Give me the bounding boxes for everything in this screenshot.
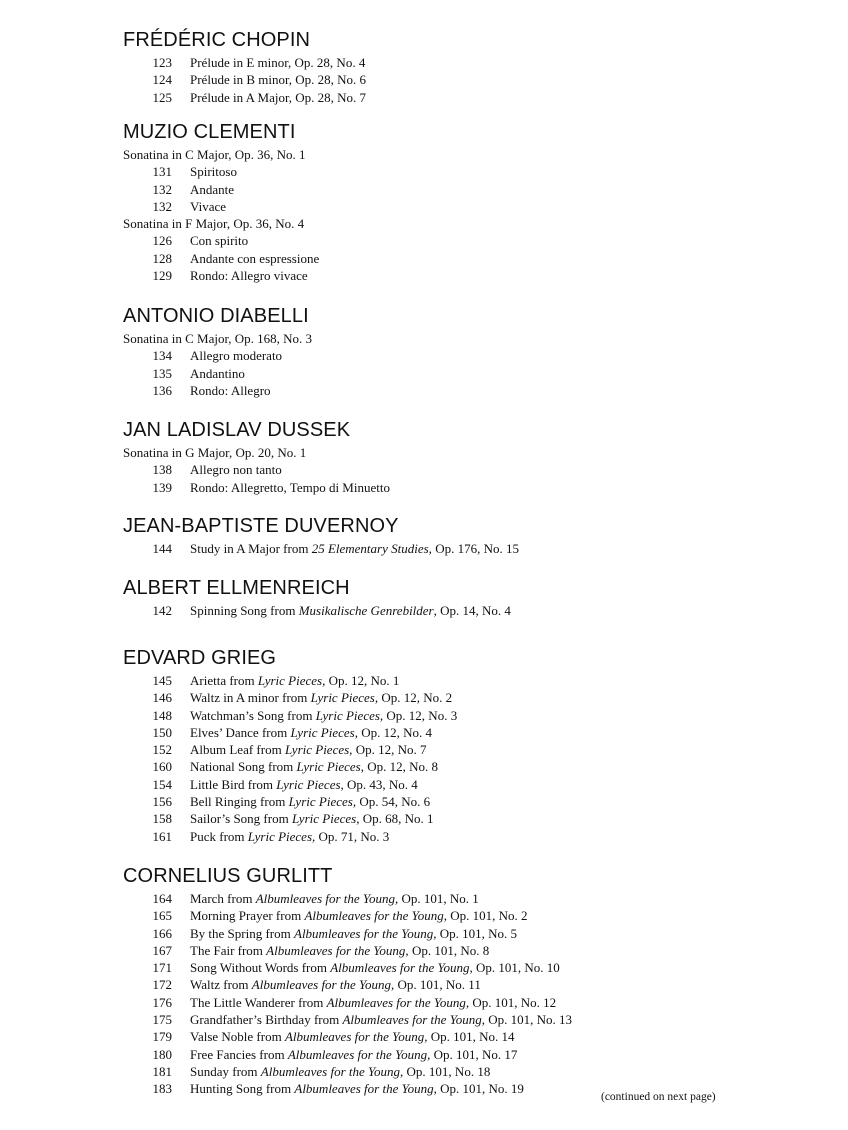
collection-title: Lyric Pieces,	[290, 724, 358, 740]
composer-heading: ANTONIO DIABELLI	[123, 305, 309, 327]
piece-title	[190, 89, 366, 106]
collection-title: Musikalische Genrebilder	[298, 603, 434, 618]
piece-title-text: The Fair from	[190, 942, 267, 958]
piece-title-text: Prélude in B minor, Op. 28, No. 6	[190, 72, 367, 88]
sonatina-heading: Sonatina in C Major, Op. 168, No. 3	[123, 331, 313, 346]
piece-title	[190, 925, 517, 942]
composer-heading: JAN LADISLAV DUSSEK	[123, 419, 351, 441]
page-number: 164	[152, 891, 172, 906]
page-number: 129	[152, 268, 172, 284]
collection-title: Albumleaves for the Young,	[255, 891, 399, 906]
opus-number: Op. 12, No. 1	[325, 673, 400, 688]
composer-heading: ALBERT ELLMENREICH	[123, 577, 350, 599]
page-number: 138	[152, 462, 172, 478]
piece-title-text: Rondo: Allegretto, Tempo di Minuetto	[190, 479, 390, 495]
list-item	[123, 250, 743, 267]
piece-title	[190, 1011, 572, 1028]
piece-title	[190, 163, 237, 180]
page-number: 135	[152, 365, 172, 381]
page-number: 139	[152, 479, 172, 495]
composer-heading: FRÉDÉRIC CHOPIN	[123, 29, 311, 51]
opus-number: Op. 101, No. 8	[408, 942, 490, 958]
opus-number: Op. 12, No. 7	[352, 742, 427, 758]
piece-title-text: By the Spring from	[190, 925, 294, 941]
list-item	[123, 741, 743, 758]
list-item	[123, 382, 743, 399]
page-number: 175	[152, 1012, 172, 1028]
list-item	[123, 707, 743, 724]
list-item	[123, 163, 743, 180]
page-number: 148	[152, 707, 172, 723]
collection-title: Lyric Pieces,	[291, 811, 360, 827]
piece-title	[190, 71, 366, 88]
composer-section-clementi	[123, 120, 743, 284]
opus-number: Op. 101, No. 13	[484, 1012, 573, 1028]
collection-title: Albumleaves for the Young,	[266, 942, 409, 958]
page-number: 181	[152, 1063, 172, 1079]
piece-title-text: Prélude in A Major, Op. 28, No. 7	[190, 89, 367, 105]
collection-title: Albumleaves for the Young,	[284, 1029, 428, 1045]
collection-title: Albumleaves for the Young,	[342, 1012, 485, 1028]
piece-title	[190, 976, 481, 993]
list-item	[123, 1028, 743, 1045]
sonatina-heading: Sonatina in G Major, Op. 20, No. 1	[123, 445, 307, 460]
piece-title-text: The Little Wanderer from	[190, 994, 327, 1010]
opus-number: Op. 101, No. 14	[427, 1029, 515, 1045]
list-item	[123, 461, 743, 478]
continued-note: (continued on next page)	[601, 1091, 716, 1103]
list-item	[123, 347, 743, 364]
list-item	[123, 793, 743, 810]
sonatina-heading: Sonatina in C Major, Op. 36, No. 1	[123, 147, 306, 162]
page-number: 154	[152, 776, 172, 792]
piece-title-text: National Song from	[190, 759, 297, 775]
page-number: 134	[152, 348, 172, 364]
page-number: 142	[152, 603, 172, 618]
piece-title	[190, 724, 432, 741]
composer-heading: EDVARD GRIEG	[123, 647, 277, 669]
piece-title	[190, 942, 489, 959]
piece-title	[190, 181, 234, 198]
page-number: 176	[152, 994, 172, 1010]
piece-title	[190, 267, 308, 284]
piece-title	[190, 741, 426, 758]
piece-title-text: Grandfather’s Birthday from	[190, 1012, 343, 1028]
list-item	[123, 942, 743, 959]
list-item	[123, 71, 743, 88]
opus-number: Op. 101, No. 17	[430, 1046, 518, 1062]
list-item	[123, 1011, 743, 1028]
opus-number: Op. 101, No. 2	[446, 908, 528, 924]
opus-number: Op. 101, No. 11	[394, 977, 481, 993]
opus-number: Op. 101, No. 10	[472, 960, 560, 976]
list-item	[123, 776, 743, 793]
piece-title-text: Study in A Major from	[190, 541, 312, 556]
opus-number: Op. 43, No. 4	[343, 776, 418, 792]
collection-title: Lyric Pieces,	[276, 776, 344, 792]
piece-title-text: March from	[190, 891, 256, 906]
piece-title	[190, 198, 226, 215]
list-item	[123, 976, 743, 993]
opus-number: , Op. 14, No. 4	[433, 603, 511, 618]
page-number: 125	[152, 89, 172, 105]
piece-title	[190, 54, 365, 71]
piece-title	[190, 250, 319, 267]
piece-title-text: Rondo: Allegro	[190, 382, 271, 398]
piece-title	[190, 672, 399, 689]
piece-title-text: Song Without Words from	[190, 960, 331, 976]
list-item	[123, 89, 743, 106]
page-number: 145	[152, 673, 172, 688]
piece-title-text: Watchman’s Song from	[190, 707, 316, 723]
page-number: 180	[152, 1046, 172, 1062]
piece-list	[123, 444, 743, 496]
page-number: 131	[152, 164, 172, 180]
page-number: 165	[152, 908, 172, 924]
collection-title: Lyric Pieces,	[288, 794, 357, 810]
composer-heading: MUZIO CLEMENTI	[123, 121, 296, 143]
piece-list	[123, 890, 743, 1098]
page-number: 152	[152, 742, 172, 758]
list-item	[123, 181, 743, 198]
list-item	[123, 540, 743, 557]
opus-number: Op. 12, No. 3	[383, 707, 458, 723]
piece-title-text: Bell Ringing from	[190, 794, 289, 810]
piece-title	[190, 758, 438, 775]
page-number: 156	[152, 794, 172, 810]
list-item	[123, 1063, 743, 1080]
piece-title	[190, 828, 389, 845]
list-item	[123, 994, 743, 1011]
composer-section-grieg	[123, 646, 743, 845]
page-number: 128	[152, 250, 172, 266]
opus-number: Op. 101, No. 18	[403, 1063, 491, 1079]
collection-title: Albumleaves for the Young,	[304, 908, 447, 924]
list-item	[123, 959, 743, 976]
collection-title: Lyric Pieces,	[247, 828, 316, 844]
collection-title: Albumleaves for the Young,	[326, 994, 470, 1010]
piece-list	[123, 602, 743, 619]
piece-title-text: Rondo: Allegro vivace	[190, 268, 308, 284]
list-item	[123, 1046, 743, 1063]
piece-title-text: Spiritoso	[190, 164, 237, 180]
page-number: 146	[152, 690, 172, 706]
collection-title: Lyric Pieces,	[315, 707, 384, 723]
list-item	[123, 907, 743, 924]
page-number: 126	[152, 233, 172, 249]
opus-number: Op. 12, No. 8	[364, 759, 439, 775]
piece-title-text: Andantino	[190, 365, 245, 381]
piece-title	[190, 707, 457, 724]
list-item	[123, 198, 743, 215]
piece-title	[190, 890, 479, 907]
piece-title	[190, 1063, 490, 1080]
list-item	[123, 479, 743, 496]
list-item	[123, 890, 743, 907]
piece-title-text: Hunting Song from	[190, 1081, 295, 1097]
piece-title-text: Waltz in A minor from	[190, 690, 311, 706]
list-item	[123, 232, 743, 249]
piece-title	[190, 1080, 524, 1097]
collection-title: Albumleaves for the Young,	[294, 925, 437, 941]
list-item	[123, 267, 743, 284]
collection-title: Albumleaves for the Young,	[330, 960, 473, 976]
page-number: 132	[152, 198, 172, 214]
piece-title-text: Spinning Song from	[190, 603, 299, 618]
page-number: 158	[152, 811, 172, 827]
opus-number: Op. 71, No. 3	[315, 828, 390, 844]
piece-title	[190, 1028, 515, 1045]
collection-title: Lyric Pieces,	[257, 673, 326, 688]
piece-title-text: Vivace	[190, 198, 227, 214]
piece-title-text: Arietta from	[190, 673, 258, 688]
opus-number: Op. 101, No. 1	[398, 891, 479, 906]
list-item	[123, 724, 743, 741]
piece-title	[190, 365, 245, 382]
composer-section-diabelli	[123, 304, 743, 399]
list-item	[123, 54, 743, 71]
composer-heading: JEAN-BAPTISTE DUVERNOY	[123, 515, 399, 537]
piece-title	[190, 382, 271, 399]
piece-list	[123, 672, 743, 845]
piece-title	[190, 793, 430, 810]
page-number: 123	[152, 55, 172, 70]
list-item	[123, 365, 743, 382]
list-item	[123, 758, 743, 775]
collection-title: 25 Elementary Studies,	[311, 541, 432, 556]
page-number: 132	[152, 181, 172, 197]
piece-list	[123, 540, 743, 557]
page-number: 150	[152, 724, 172, 740]
piece-title	[190, 479, 390, 496]
piece-title-text: Sunday from	[190, 1063, 261, 1079]
opus-number: Op. 68, No. 1	[359, 811, 434, 827]
piece-title-text: Puck from	[190, 828, 248, 844]
page-number: 124	[152, 72, 172, 88]
collection-title: Albumleaves for the Young,	[287, 1046, 431, 1062]
piece-title	[190, 232, 248, 249]
piece-title-text: Prélude in E minor, Op. 28, No. 4	[190, 55, 366, 70]
page-number: 171	[152, 960, 172, 976]
sonatina-heading: Sonatina in F Major, Op. 36, No. 4	[123, 216, 305, 232]
piece-title	[190, 461, 282, 478]
piece-title	[190, 540, 519, 557]
piece-title-text: Free Fancies from	[190, 1046, 288, 1062]
piece-list	[123, 330, 743, 399]
page-number: 172	[152, 977, 172, 993]
collection-title: Lyric Pieces,	[310, 690, 379, 706]
opus-number: Op. 12, No. 2	[378, 690, 453, 706]
opus-number: Op. 101, No. 12	[469, 994, 557, 1010]
composer-section-dussek	[123, 418, 743, 496]
opus-number: Op. 54, No. 6	[356, 794, 431, 810]
piece-title	[190, 1046, 517, 1063]
composer-section-ellmenreich	[123, 576, 743, 619]
opus-number: Op. 12, No. 4	[357, 724, 432, 740]
piece-title-text: Allegro moderato	[190, 348, 283, 364]
page-number: 160	[152, 759, 172, 775]
piece-title-text: Allegro non tanto	[190, 462, 282, 478]
piece-title	[190, 994, 556, 1011]
list-item	[123, 689, 743, 706]
list-item	[123, 925, 743, 942]
list-item	[123, 810, 743, 827]
composer-section-duvernoy	[123, 514, 743, 557]
composer-section-gurlitt	[123, 864, 743, 1098]
page-number: 136	[152, 382, 172, 398]
collection-title: Albumleaves for the Young,	[294, 1081, 437, 1097]
opus-number: Op. 101, No. 19	[436, 1081, 524, 1097]
page-number: 183	[152, 1081, 172, 1097]
page-number: 161	[152, 828, 172, 844]
page-number: 179	[152, 1029, 172, 1045]
opus-number: Op. 101, No. 5	[436, 925, 518, 941]
piece-title-text: Sailor’s Song from	[190, 811, 292, 827]
piece-title	[190, 810, 433, 827]
list-item	[123, 828, 743, 845]
collection-title: Albumleaves for the Young,	[251, 977, 395, 993]
list-item	[123, 602, 743, 619]
list-item	[123, 672, 743, 689]
collection-title: Albumleaves for the Young,	[260, 1063, 404, 1079]
piece-title	[190, 689, 452, 706]
opus-number: Op. 176, No. 15	[431, 541, 519, 556]
composer-heading: CORNELIUS GURLITT	[123, 865, 333, 887]
piece-title	[190, 602, 511, 619]
composer-section-chopin	[123, 28, 743, 106]
collection-title: Lyric Pieces,	[284, 742, 353, 758]
piece-title-text: Elves’ Dance from	[190, 724, 291, 740]
piece-title	[190, 776, 418, 793]
piece-title-text: Little Bird from	[190, 776, 277, 792]
page-number: 167	[152, 942, 172, 958]
page-number: 166	[152, 925, 172, 941]
collection-title: Lyric Pieces,	[296, 759, 364, 775]
piece-title-text: Andante	[190, 181, 235, 197]
piece-list	[123, 54, 743, 106]
piece-title	[190, 959, 560, 976]
page-number: 144	[152, 541, 172, 556]
piece-title-text: Waltz from	[190, 977, 252, 993]
piece-title-text: Con spirito	[190, 233, 249, 249]
piece-list	[123, 146, 743, 284]
piece-title	[190, 347, 282, 364]
piece-title-text: Valse Noble from	[190, 1029, 285, 1045]
piece-title-text: Album Leaf from	[190, 742, 285, 758]
piece-title-text: Morning Prayer from	[190, 908, 305, 924]
piece-title-text: Andante con espressione	[190, 250, 320, 266]
piece-title	[190, 907, 528, 924]
